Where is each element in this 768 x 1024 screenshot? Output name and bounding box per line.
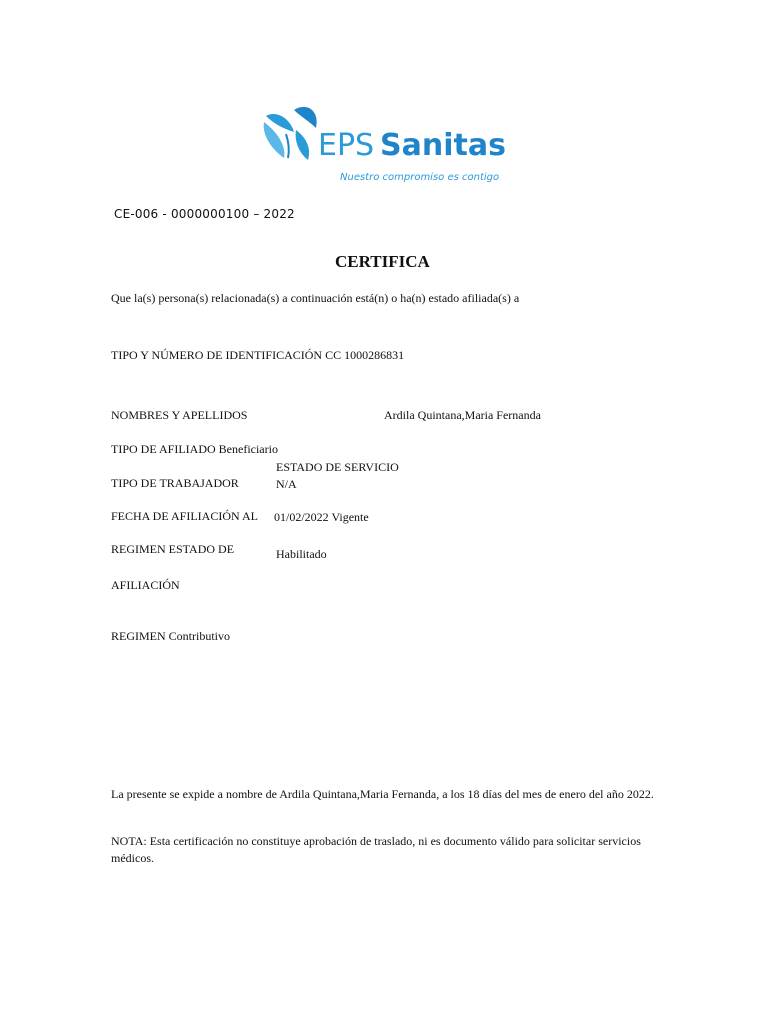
worker-type-value: N/A (276, 477, 297, 491)
eps-sanitas-logo (258, 100, 518, 190)
affiliation-date-value: 01/02/2022 Vigente (274, 510, 369, 524)
affiliate-type: TIPO DE AFILIADO Beneficiario (111, 442, 278, 456)
brand-name-sanitas: Sanitas (380, 128, 506, 163)
id-line: TIPO Y NÚMERO DE IDENTIFICACIÓN CC 1000286831 (111, 348, 405, 362)
brand-name-eps: EPS (318, 128, 375, 163)
names-label: NOMBRES Y APELLIDOS (111, 408, 248, 422)
worker-type-label: TIPO DE TRABAJADOR (111, 476, 239, 490)
intro-text: Que la(s) persona(s) relacionada(s) a continuación está(n) o ha(n) estado afiliada(s) a (111, 291, 520, 305)
affiliation-label: AFILIACIÓN (111, 578, 180, 592)
brand-tagline: Nuestro compromiso es contigo (340, 172, 500, 183)
document-code: CE-006 - 0000000100 – 2022 (114, 207, 295, 221)
butterfly-logo-icon (258, 100, 518, 190)
regime-state-label: REGIMEN ESTADO DE (111, 542, 235, 556)
regime-state-value: Habilitado (276, 547, 327, 561)
note-paragraph: NOTA: Esta certificación no constituye aprobación de traslado, ni es documento válido para solicitar servicios médicos. (111, 834, 641, 865)
regime-line: REGIMEN Contributivo (111, 629, 230, 643)
page-title: CERTIFICA (335, 252, 430, 271)
names-value: Ardila Quintana,Maria Fernanda (384, 408, 541, 422)
issued-paragraph: La presente se expide a nombre de Ardila Quintana,Maria Fernanda, a los 18 días del mes de enero del año 2022. (111, 787, 654, 801)
service-state-label: ESTADO DE SERVICIO (276, 460, 399, 474)
affiliation-date-label: FECHA DE AFILIACIÓN AL (111, 509, 259, 523)
